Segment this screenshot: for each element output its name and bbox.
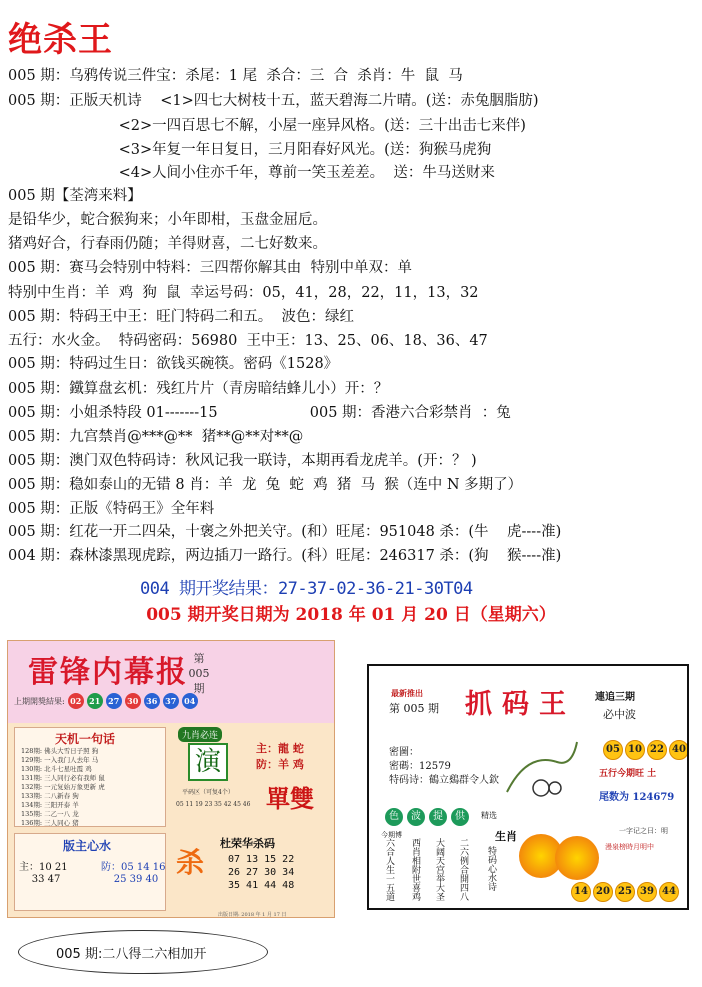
- info-line: 005 期：小姐杀特段 01-------15 005 期：香港六合彩禁肖 ：兔: [8, 405, 511, 421]
- info-line: 005 期：正版《特码王》全年料: [8, 501, 215, 517]
- zhu-numbers: 主：10 21 33 47: [19, 862, 68, 885]
- sha-box: [172, 833, 330, 911]
- fang-numbers: 防：05 14 16 25 39 40: [101, 862, 166, 885]
- pick-ball: 39: [637, 882, 657, 902]
- poem-column: 二六例合開四八: [458, 838, 468, 901]
- wuxing-text: 五行今期旺 土: [599, 769, 657, 779]
- last-result-label: 上期開獎結果:: [14, 696, 65, 706]
- yan-char: 演: [188, 743, 228, 781]
- rp-lianzhui: 連追三期: [595, 692, 635, 703]
- info-line: 005 期：稳如泰山的无错 8 肖：羊 龙 兔 蛇 鸡 猪 马 猴（连中 N 多期了）: [8, 477, 523, 493]
- result-ball: 36: [144, 693, 160, 709]
- leifeng-panel: [7, 640, 335, 918]
- result-ball: 04: [182, 693, 198, 709]
- info-line: <2>一四百思七不解，小屋一座异风格。(送：三十出击七来伴): [8, 118, 526, 134]
- info-line: 005 期：乌鸦传说三件宝：杀尾：1 尾 杀合：三 合 杀肖：牛 鼠 马: [8, 68, 463, 84]
- pick-ball: 20: [593, 882, 613, 902]
- draw-date: 005 期开奖日期为 2018 年 01 月 20 日（星期六）: [146, 605, 556, 625]
- info-line: 特别中生肖：羊 鸡 狗 鼠 幸运号码：05，41，28，22，11，13，32: [8, 285, 479, 301]
- info-line: 005 期：九宫禁肖@***@** 猪**@**对**@: [8, 429, 304, 445]
- panel-title: 雷锋内幕报: [28, 655, 188, 690]
- sha-title: 杜荣华杀码: [220, 837, 275, 850]
- zhu-text: 主：龍 蛇: [256, 742, 304, 755]
- info-line: 005 期：澳门双色特码诗：秋风记我一联诗，本期再看龙虎羊。(开：？ ): [8, 453, 477, 469]
- zhu-fang: [256, 741, 304, 773]
- tianji-row: 130期: 北斗七星吐霞 鸡: [21, 765, 92, 773]
- yan-box: [172, 727, 330, 827]
- shou-label: 今期博: [381, 831, 402, 839]
- pick-ball: 40: [669, 740, 689, 760]
- bottom-note: 005 期:二八得二六相加开: [56, 947, 207, 962]
- yizi-text: 一字记之曰：明: [619, 827, 668, 835]
- fang-text: 防：羊 鸡: [256, 758, 304, 771]
- pick-ball: 44: [659, 882, 679, 902]
- tianji-row: 131期: 三人同行必有我师 鼠: [21, 774, 105, 782]
- poem-column: 大阔天宫举大圣: [434, 838, 444, 901]
- tianji-row: 128期: 佛头大雪日子照 狗: [21, 747, 99, 755]
- pick-ball: 22: [647, 740, 667, 760]
- tag: 提: [429, 808, 447, 826]
- pingma-numbers: 05 11 19 23 35 42 45 46: [176, 801, 251, 808]
- tianji-row: 135期: 二乙一八 龙: [21, 810, 79, 818]
- info-line: <4>人间小住亦千年，尊前一笑玉差差。 送：牛马送财来: [8, 165, 495, 181]
- info-line: 猪鸡好合，行春雨仍随；羊得财喜，二七好数来。: [8, 236, 327, 252]
- info-line: 005 期：赛马会特别中特料：三四帮你解其由 特别中单双：单: [8, 260, 413, 276]
- sha-grid: 07 13 15 22 26 27 30 34 35 41 44 48: [228, 854, 295, 891]
- yan-label: 九肖必连: [178, 727, 222, 742]
- mima-value: 12579: [419, 761, 451, 772]
- tag-row: [385, 808, 469, 826]
- panel-footer: 出版日期: 2018 年 1 月 17 日: [218, 912, 287, 918]
- rp-title: 抓码王: [465, 689, 576, 720]
- pingma-label: 平码区（可复4个）: [182, 789, 234, 796]
- panel-period: 第 005 期: [188, 652, 210, 695]
- teshi-row: 特码诗：鶴立鷄群令人欽: [389, 775, 499, 786]
- mizhi-label: 密圖：: [389, 747, 419, 758]
- lanzi-text: 漫泉榜時月明中: [605, 843, 654, 851]
- tianji-row: 134期: 三阳开泰 羊: [21, 801, 79, 809]
- news-label: 最新推出: [391, 688, 423, 698]
- panel-header: [8, 641, 335, 723]
- result-ball: 21: [87, 693, 103, 709]
- tianji-row: 133期: 二八新春 狗: [21, 792, 79, 800]
- tianji-row: 129期: 一入我门人去年 马: [21, 756, 99, 764]
- banzhu-box: [14, 833, 166, 911]
- sun-graphic: [555, 836, 599, 880]
- tianji-title: 天机一句话: [55, 732, 116, 746]
- info-line: 005 期：鐵算盘玄机：残红片片（青房暗结蜂儿小）开：？: [8, 381, 389, 397]
- pick-ball: 10: [625, 740, 645, 760]
- sha-char: 杀: [176, 846, 205, 879]
- result-ball: 02: [68, 693, 84, 709]
- info-line: 004 期：森林漆黑现虎踪，两边插刀一路行。(科）旺尾：246317 杀：(狗 猴----准): [8, 548, 562, 564]
- rp-period: 第 005 期: [389, 702, 439, 715]
- dan-shuang: 單雙: [266, 784, 314, 813]
- rp-bizhongbo: 必中波: [603, 708, 636, 721]
- pick-ball: 14: [571, 882, 591, 902]
- poem-column: 六合人生一五道: [384, 838, 394, 901]
- result-ball: 27: [106, 693, 122, 709]
- result-ball: 37: [163, 693, 179, 709]
- info-line: 005 期：红花一开二四朵，十褒之外把关守。(和）旺尾：951048 杀：(牛 虎----准): [8, 524, 562, 540]
- info-line: 005 期：特码过生日：欲钱买碗筷。密码《1528》: [8, 356, 339, 372]
- info-line: <3>年复一年日复日，三月阳春好风光。(送：狗猴马虎狗: [8, 142, 492, 158]
- shengxiao-label: 生肖: [495, 830, 517, 843]
- zhuama-panel: [367, 664, 689, 910]
- tag: 供: [451, 808, 469, 826]
- jingxuan-label: 精选: [481, 811, 497, 820]
- mima-row: 密碼：12579: [389, 761, 451, 772]
- tianji-row: 136期: 三人同心 猪: [21, 819, 79, 827]
- page-title: 绝杀王: [8, 20, 113, 60]
- tag: 波: [407, 808, 425, 826]
- tail-text: 尾数为 124679: [599, 792, 675, 803]
- draw-result: 004 期开奖结果：27-37-02-36-21-30T04: [140, 579, 473, 599]
- info-line: 005 期：正版天机诗 <1>四七大树枝十五，蓝天碧海二片晴。(送：赤兔胭脂肪): [8, 93, 539, 109]
- pick-ball: 25: [615, 882, 635, 902]
- result-ball: 30: [125, 693, 141, 709]
- pick-ball: 05: [603, 740, 623, 760]
- bottom-ball-row: [571, 882, 679, 902]
- banzhu-title: 版主心水: [63, 839, 112, 853]
- info-line: 005 期：特码王中王：旺门特码二和五。 波色：绿红: [8, 309, 355, 325]
- info-line: 是铅华少，蛇合猴狗来；小年即柑，玉盘金屈卮。: [8, 212, 327, 228]
- rp-ball-row: [603, 740, 689, 760]
- tianji-box: [14, 727, 166, 827]
- info-line: 005 期【荃湾来料】: [8, 188, 142, 204]
- teshi-value: 鶴立鷄群令人欽: [429, 775, 499, 786]
- rp-info: [389, 746, 499, 788]
- tianji-row: 132期: 一元复始万象更新 虎: [21, 783, 105, 791]
- poem-column: 西肖相附世喜鸡: [410, 838, 420, 901]
- tag: 色: [385, 808, 403, 826]
- last-result-row: [14, 693, 198, 709]
- crane-illustration: [497, 732, 585, 804]
- poem-column: 特码心水诗: [486, 846, 496, 891]
- info-line: 五行：水火金。 特码密码：56980 王中王：13、25、06、18、36、47: [8, 333, 488, 349]
